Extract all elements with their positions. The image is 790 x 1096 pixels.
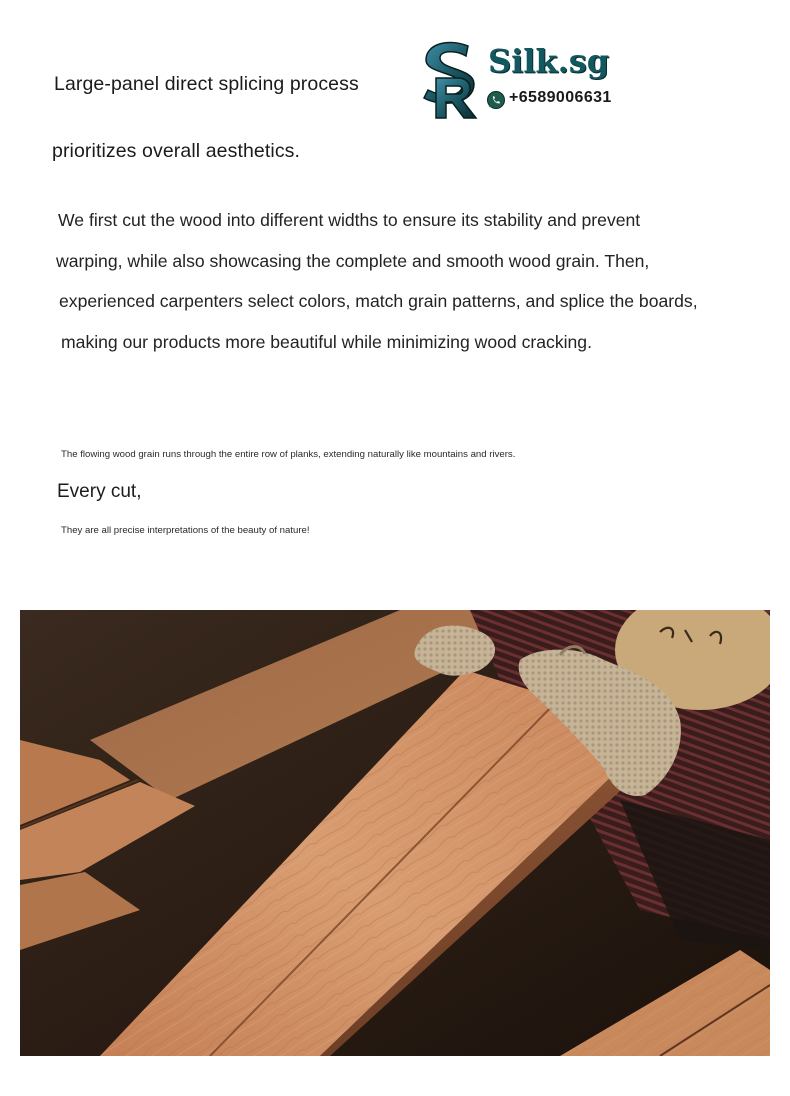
logo-brand: Silk.sg <box>488 42 610 80</box>
body-line-3: experienced carpenters select colors, match grain patterns, and splice the boards, <box>59 291 698 311</box>
wood-plank-illustration <box>20 610 770 1056</box>
body-line-1: We first cut the wood into different widths to ensure its stability and prevent <box>58 210 641 230</box>
wood-plank-photo <box>20 610 770 1056</box>
caption-nature: They are all precise interpretations of the beauty of nature! <box>61 525 310 536</box>
caption-every-cut: Every cut, <box>57 481 142 502</box>
logo-phone: +6589006631 <box>509 89 612 106</box>
heading-line-2: prioritizes overall aesthetics. <box>52 140 301 162</box>
body-line-2: warping, while also showcasing the complete and smooth wood grain. Then, <box>56 251 650 271</box>
caption-grain: The flowing wood grain runs through the entire row of planks, extending naturally like mountains and rivers. <box>61 449 516 460</box>
sr-monogram-icon <box>418 38 492 122</box>
heading-line-1: Large-panel direct splicing process <box>54 73 359 95</box>
body-line-4: making our products more beautiful while minimizing wood cracking. <box>61 332 592 352</box>
silk-sg-logo <box>418 38 618 122</box>
whatsapp-icon <box>486 90 506 110</box>
